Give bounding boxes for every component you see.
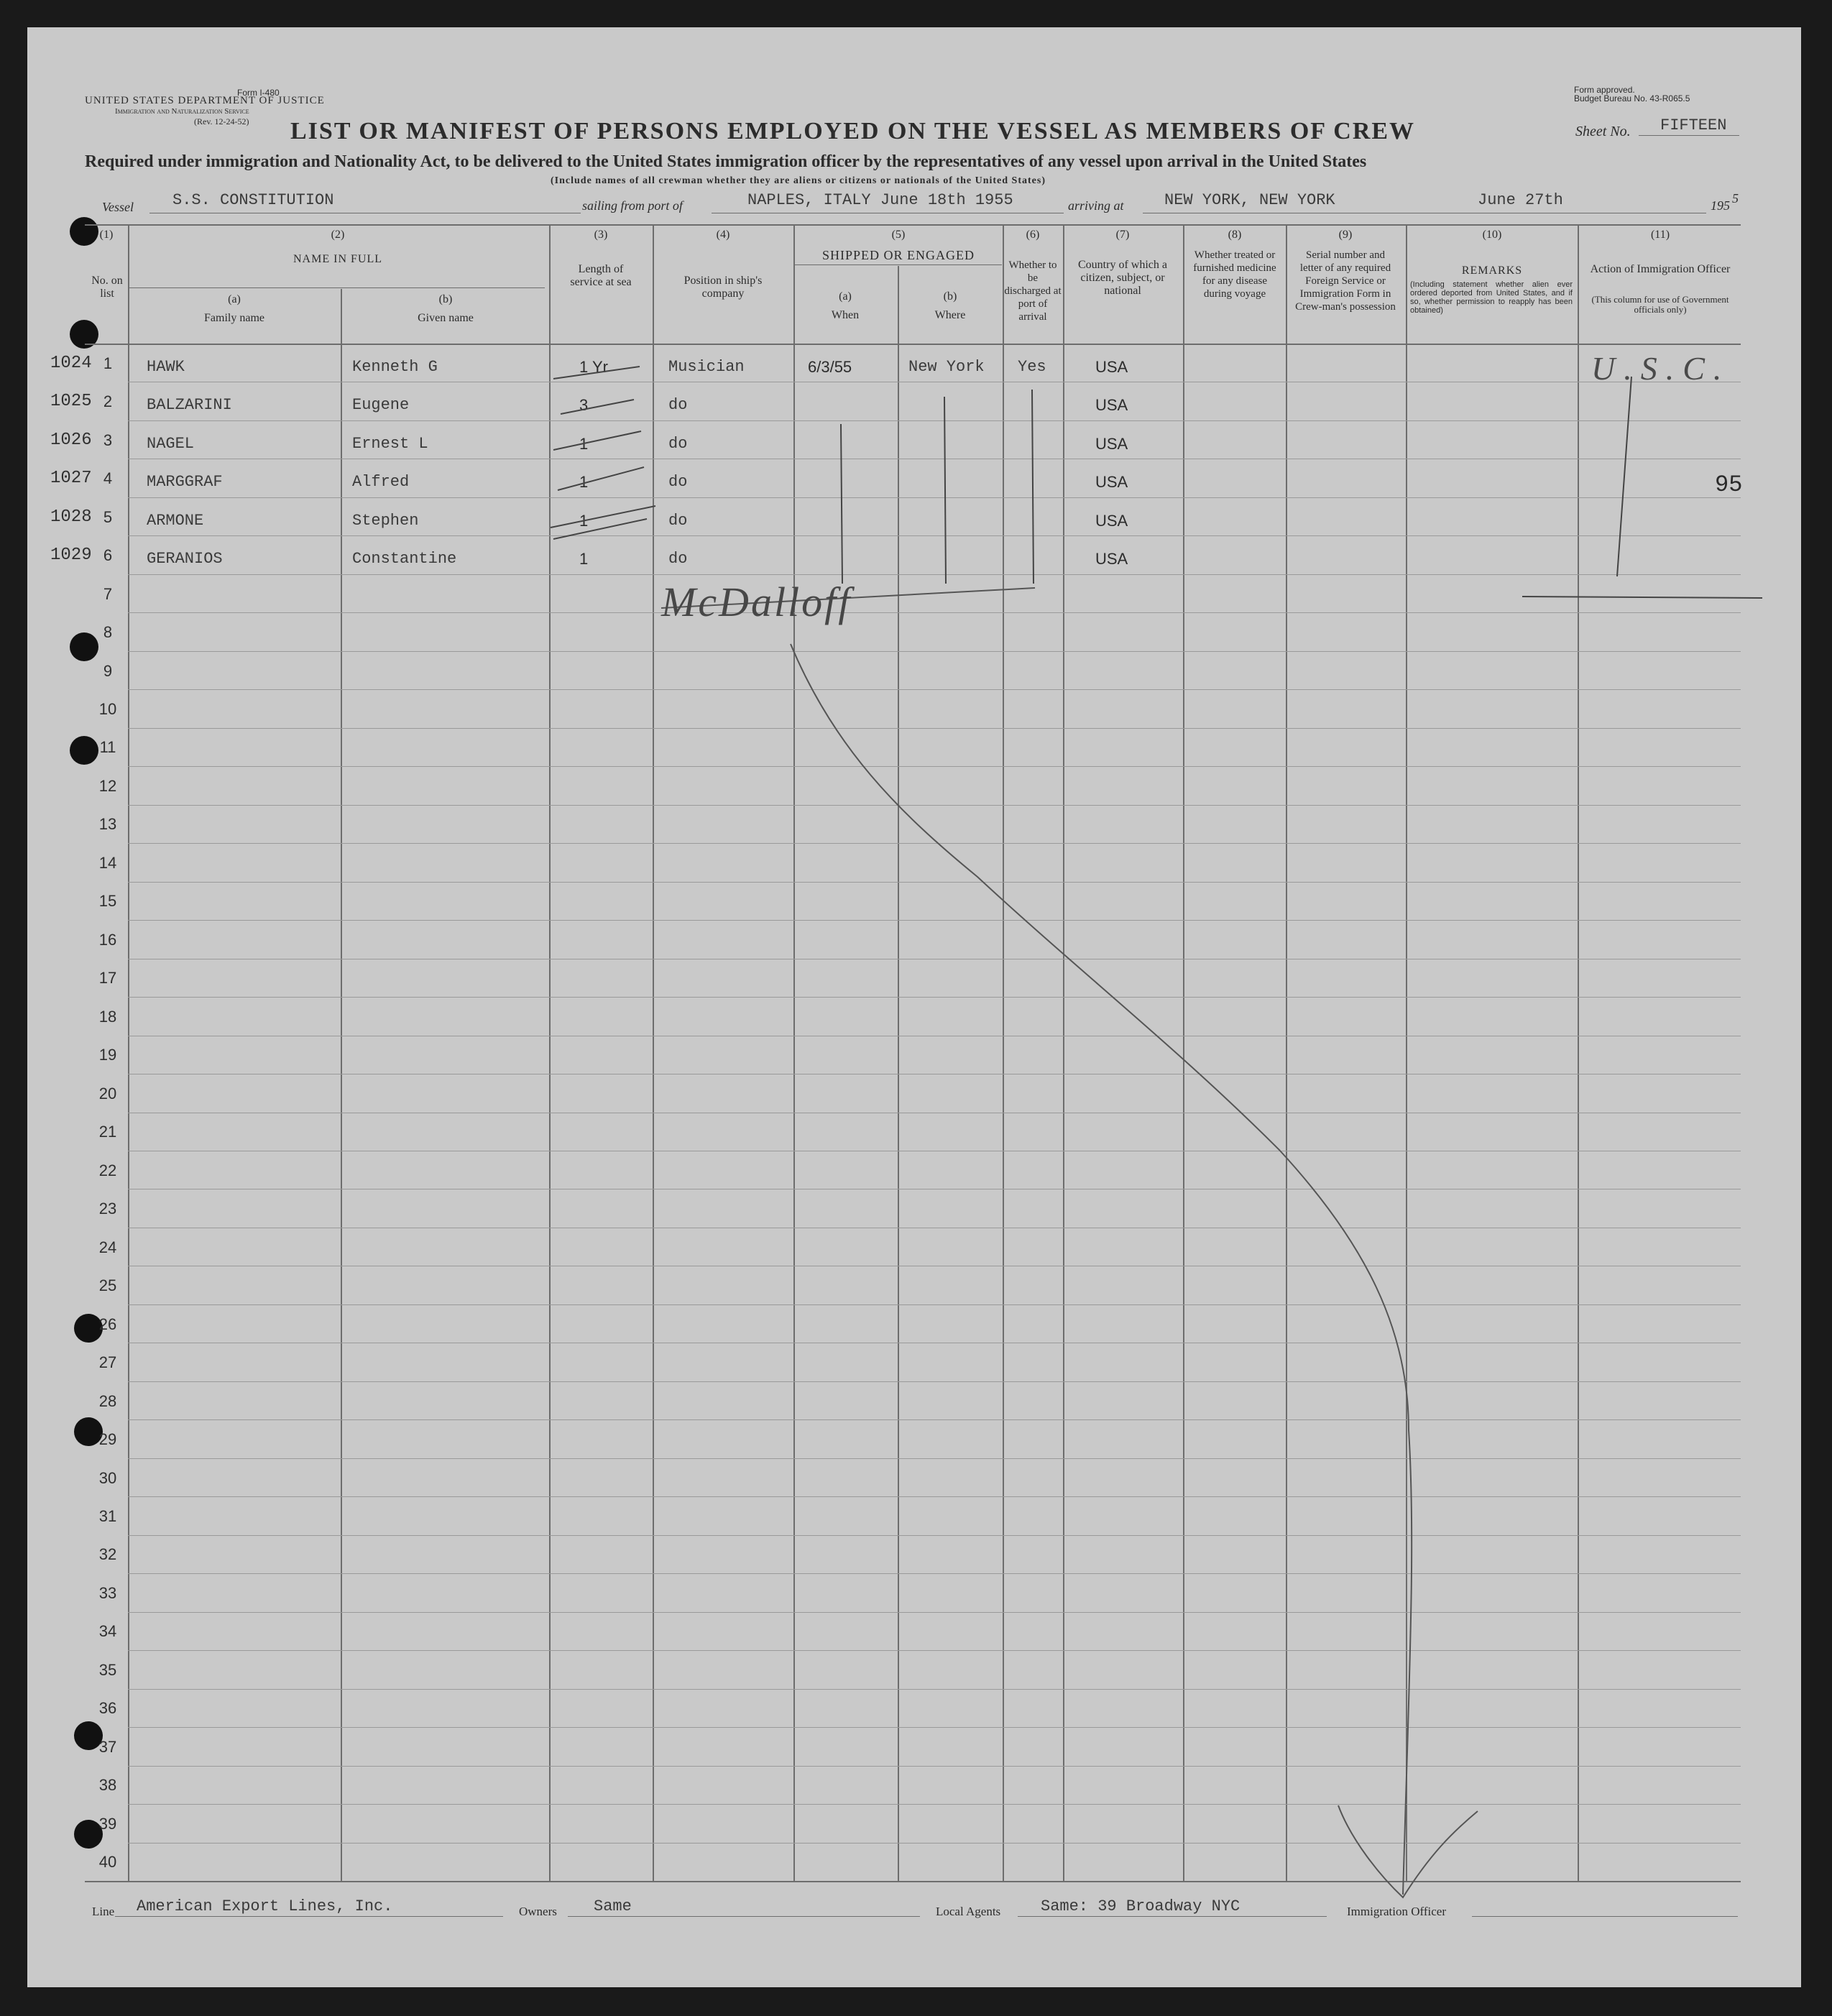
ditto-line — [1032, 390, 1034, 584]
row-number: 5 — [103, 508, 113, 526]
col10-label: REMARKS — [1461, 264, 1523, 277]
page-count: 95 — [1715, 471, 1743, 498]
given-name-cell: Ernest L — [352, 435, 428, 453]
owners-label: Owners — [519, 1905, 557, 1918]
service-strike — [553, 367, 640, 379]
position-cell: do — [668, 550, 688, 568]
service-cell: 1 — [579, 473, 589, 491]
row-number: 3 — [103, 431, 113, 449]
col10-num: (10) — [1482, 229, 1502, 241]
row-number: 9 — [103, 662, 113, 680]
family-name-cell: BALZARINI — [147, 396, 232, 414]
position-cell: do — [668, 512, 688, 530]
row-number: 14 — [98, 854, 117, 872]
line-underline — [115, 1916, 503, 1917]
approval-1: Form approved. — [1574, 85, 1635, 95]
col2a-label: Family name — [204, 312, 264, 324]
col3-num: (3) — [594, 229, 608, 241]
row-number: 4 — [103, 469, 113, 487]
col11-note: (This column for use of Government officials only) — [1591, 294, 1729, 315]
given-name-cell: Alfred — [352, 473, 410, 491]
service-strike — [553, 431, 641, 450]
col2-num: (2) — [331, 229, 345, 241]
country-cell: USA — [1095, 358, 1128, 376]
check-mark — [1338, 1805, 1478, 1897]
col5b-num: (b) — [943, 290, 957, 303]
row-number: 28 — [98, 1392, 117, 1410]
arrival-date: June 27th — [1478, 191, 1563, 209]
row-number: 19 — [98, 1046, 117, 1064]
col1-num: (1) — [99, 229, 114, 241]
col5a-label: When — [831, 309, 860, 321]
row-number: 22 — [98, 1161, 117, 1179]
col7-num: (7) — [1115, 229, 1130, 241]
agents-underline — [1018, 1916, 1327, 1917]
officer-underline-footer — [1472, 1916, 1738, 1917]
row-number: 23 — [98, 1200, 117, 1218]
given-name-cell: Eugene — [352, 396, 410, 414]
row-number: 27 — [98, 1353, 117, 1371]
agents-value: Same: 39 Broadway NYC — [1041, 1897, 1240, 1915]
officer-brace — [1617, 377, 1631, 576]
col9-num: (9) — [1338, 229, 1353, 241]
row-number: 25 — [98, 1276, 117, 1294]
agents-label: Local Agents — [936, 1905, 1001, 1918]
owners-underline — [568, 1916, 920, 1917]
row-number: 10 — [98, 700, 117, 718]
row-number: 8 — [103, 623, 113, 641]
col3-label: Length of service at sea — [570, 263, 632, 288]
row-number: 39 — [98, 1815, 117, 1833]
col5b-label: Where — [934, 309, 966, 321]
col5a-num: (a) — [839, 290, 852, 303]
row-number: 35 — [98, 1661, 117, 1679]
col8-label: Whether treated or furnished medicine for any disease during voyage — [1193, 249, 1276, 300]
col2b-num: (b) — [438, 293, 453, 305]
col5-label: SHIPPED OR ENGAGED — [821, 248, 975, 262]
service-strike — [553, 519, 647, 539]
col1-label: No. on list — [91, 275, 123, 300]
country-cell: USA — [1095, 435, 1128, 453]
approval-2: Budget Bureau No. 43-R065.5 — [1574, 93, 1690, 103]
sheet-label: Sheet No. — [1575, 124, 1631, 139]
col9-label: Serial number and letter of any required Foreign Service or Immigration Form in Crew-man's possession — [1295, 249, 1396, 313]
family-name-cell: HAWK — [147, 358, 185, 376]
signature: McDalloff — [661, 579, 852, 625]
sailing-label: sailing from port of — [582, 198, 683, 213]
officer-label: Immigration Officer — [1347, 1905, 1447, 1918]
col5-num: (5) — [891, 229, 906, 241]
sailing-value: NAPLES, ITALY June 18th 1955 — [747, 191, 1013, 209]
position-cell: do — [668, 396, 688, 414]
col8-num: (8) — [1228, 229, 1242, 241]
ditto-line — [944, 397, 946, 584]
pencil-curve — [791, 644, 1412, 1895]
list-stamp: 1028 — [50, 507, 92, 527]
row-number: 21 — [98, 1123, 117, 1141]
year-suffix: 5 — [1732, 191, 1739, 206]
row-number: 31 — [98, 1507, 117, 1525]
row-number: 2 — [103, 392, 113, 410]
position-cell: do — [668, 473, 688, 491]
department: UNITED STATES DEPARTMENT OF JUSTICE — [85, 95, 325, 106]
row-number: 36 — [98, 1699, 117, 1717]
list-stamp: 1025 — [50, 392, 92, 411]
line-label: Line — [92, 1905, 115, 1918]
country-cell: USA — [1095, 550, 1128, 568]
given-name-cell: Constantine — [352, 550, 457, 568]
service-cell: 1 Yr — [579, 358, 608, 376]
row-number: 30 — [98, 1469, 117, 1487]
col2-label: NAME IN FULL — [293, 253, 382, 265]
service-cell: 1 — [579, 512, 589, 530]
officer-mark: U.S.C. — [1591, 350, 1731, 387]
vessel-label: Vessel — [102, 200, 134, 214]
where-cell: New York — [908, 358, 985, 376]
col6-label: Whether to be discharged at port of arrival — [1004, 259, 1062, 323]
line-value: American Export Lines, Inc. — [137, 1897, 393, 1915]
year-prefix: 195 — [1711, 198, 1730, 213]
col10-note: (Including statement whether alien ever ordered deported from United States, and if so, whether permission to reapply has been obtained) — [1410, 280, 1573, 315]
form-title: LIST OR MANIFEST OF PERSONS EMPLOYED ON THE VESSEL AS MEMBERS OF CREW — [290, 118, 1416, 144]
row-number: 17 — [98, 969, 117, 987]
row-number: 12 — [98, 777, 117, 795]
service: Immigration and Naturalization Service — [115, 107, 249, 116]
arriving-label: arriving at — [1068, 198, 1124, 213]
form-number: Form I-480 — [237, 88, 280, 98]
row-number: 6 — [103, 546, 113, 564]
country-cell: USA — [1095, 512, 1128, 530]
officer-underline — [1522, 597, 1762, 598]
family-name-cell: NAGEL — [147, 435, 195, 453]
row-number: 26 — [98, 1315, 117, 1333]
row-number: 1 — [103, 354, 113, 372]
col6-num: (6) — [1026, 229, 1040, 241]
form-subtitle: Required under immigration and Nationality Act, to be delivered to the United States immigration officer by the representatives of any vessel upon arrival in the United States — [85, 152, 1367, 171]
service-cell: 1 — [579, 550, 589, 568]
country-cell: USA — [1095, 473, 1128, 491]
service-cell: 3 — [579, 396, 589, 414]
col11-label: Action of Immigration Officer — [1590, 263, 1731, 275]
col4-label: Position in ship's company — [683, 275, 763, 300]
list-stamp: 1027 — [50, 469, 92, 488]
col11-num: (11) — [1650, 229, 1670, 241]
row-number: 40 — [98, 1853, 117, 1871]
row-number: 29 — [98, 1430, 117, 1448]
service-strike — [558, 467, 644, 490]
vessel-value: S.S. CONSTITUTION — [172, 191, 334, 209]
discharge-cell: Yes — [1018, 358, 1046, 376]
row-number: 37 — [98, 1738, 117, 1756]
family-name-cell: MARGGRAF — [147, 473, 223, 491]
list-stamp: 1029 — [50, 546, 92, 565]
family-name-cell: ARMONE — [147, 512, 204, 530]
list-stamp: 1026 — [50, 431, 92, 450]
when-cell: 6/3/55 — [808, 358, 852, 376]
form-note: (Include names of all crewman whether they are aliens or citizens or nationals of the United States) — [551, 175, 1046, 186]
service-strike — [561, 400, 634, 414]
country-cell: USA — [1095, 396, 1128, 414]
owners-value: Same — [594, 1897, 632, 1915]
col2b-label: Given name — [418, 312, 474, 324]
row-number: 15 — [98, 892, 117, 910]
position-cell: do — [668, 435, 688, 453]
sheet-value: FIFTEEN — [1660, 116, 1727, 134]
col2a-num: (a) — [228, 293, 241, 305]
service-cell: 1 — [579, 435, 589, 453]
row-number: 34 — [98, 1622, 117, 1640]
list-stamp: 1024 — [50, 354, 92, 373]
row-number: 18 — [98, 1008, 117, 1026]
row-number: 11 — [99, 738, 116, 756]
row-number: 24 — [98, 1238, 117, 1256]
service-strike — [551, 506, 655, 528]
arriving-value: NEW YORK, NEW YORK — [1164, 191, 1335, 209]
row-number: 7 — [103, 585, 113, 603]
revision: (Rev. 12-24-52) — [194, 116, 249, 126]
col7-label: Country of which a citizen, subject, or national — [1078, 259, 1167, 297]
row-number: 38 — [98, 1776, 117, 1794]
row-number: 20 — [98, 1085, 117, 1103]
row-number: 16 — [98, 931, 117, 949]
given-name-cell: Stephen — [352, 512, 419, 530]
position-cell: Musician — [668, 358, 745, 376]
given-name-cell: Kenneth G — [352, 358, 438, 376]
row-number: 32 — [98, 1545, 117, 1563]
row-number: 33 — [98, 1584, 117, 1602]
col4-num: (4) — [716, 229, 730, 241]
ditto-line — [841, 424, 842, 584]
row-number: 13 — [98, 815, 117, 833]
family-name-cell: GERANIOS — [147, 550, 223, 568]
